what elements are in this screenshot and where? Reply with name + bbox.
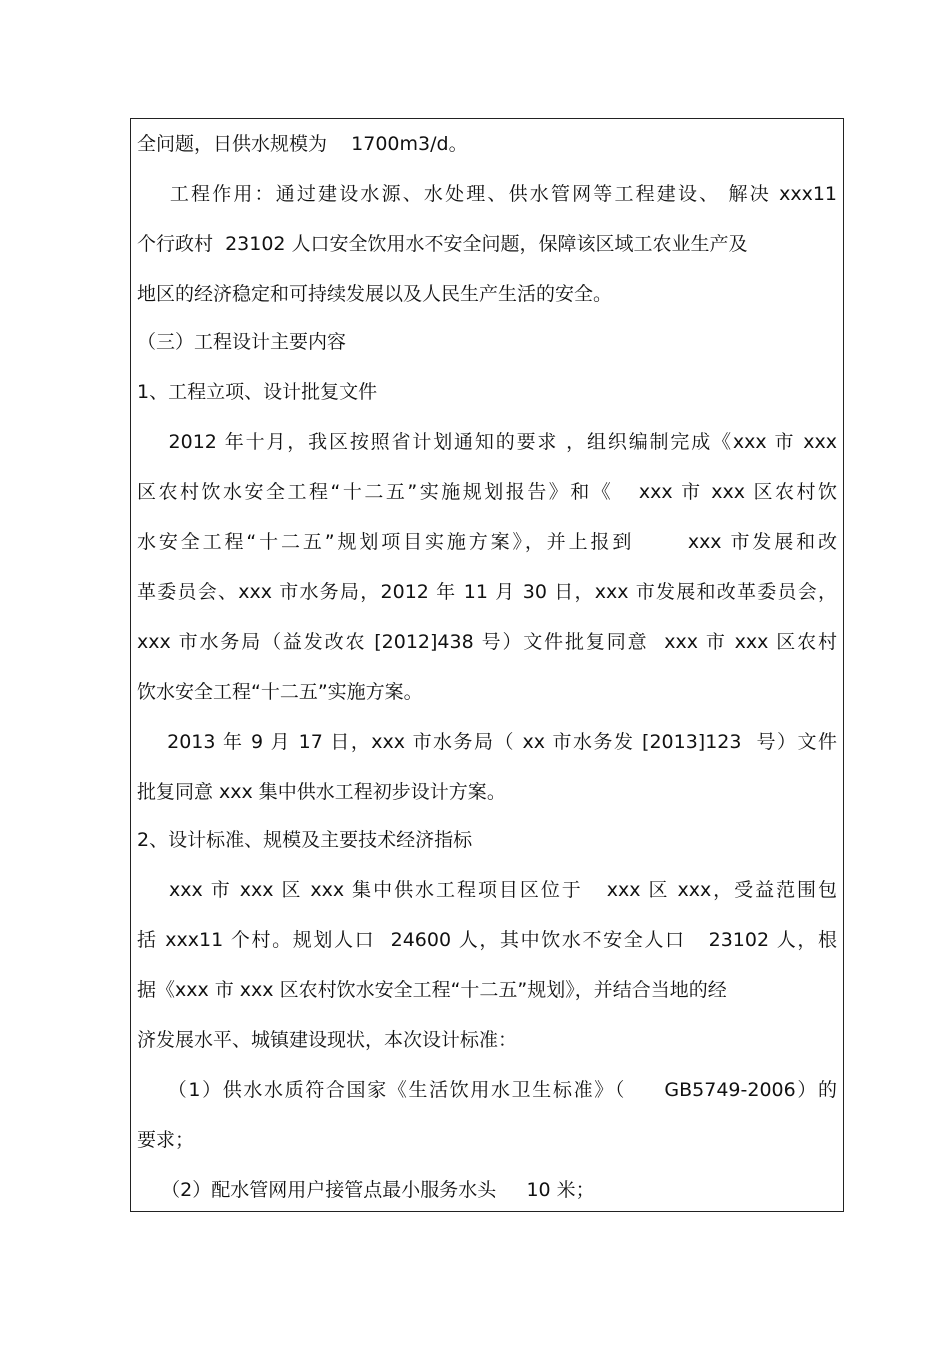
text-line: （1）供水水质符合国家《生活饮用水卫生标准》（ GB5749-2006）的 xyxy=(137,1079,837,1101)
text-line: 2012 年十月，我区按照省计划通知的要求 ，组织编制完成《xxx 市 xxx xyxy=(137,431,837,453)
text-line: 2013 年 9 月 17 日，xxx 市水务局（ xx 市水务发 [2013]123 号）文件 xyxy=(137,731,837,753)
subsection-heading: 1、工程立项、设计批复文件 xyxy=(137,381,378,403)
text-line: xxx 市水务局（益发改农 [2012]438 号）文件批复同意 xxx 市 xxx 区农村 xyxy=(137,631,837,653)
text-line: xxx 市 xxx 区 xxx 集中供水工程项目区位于 xxx 区 xxx，受益范围包 xyxy=(137,879,837,901)
section-heading: （三）工程设计主要内容 xyxy=(137,331,347,353)
text-line: 革委员会、xxx 市水务局，2012 年 11 月 30 日，xxx 市发展和改革委员会， xyxy=(137,581,837,603)
text-line: 据《xxx 市 xxx 区农村饮水安全工程“十二五”规划》，并结合当地的经 xyxy=(137,979,727,1001)
text-line: 括 xxx11 个村。规划人口 24600 人，其中饮水不安全人口 23102 人，根 xyxy=(137,929,837,951)
text-line: 工程作用：通过建设水源、水处理、供水管网等工程建设、 解决 xxx11 xyxy=(137,183,837,205)
text-line: 要求； xyxy=(137,1129,195,1151)
text-line: （2）配水管网用户接管点最小服务水头 10 米； xyxy=(137,1179,595,1201)
text-line: 全问题，日供水规模为 1700m3/d。 xyxy=(137,133,468,155)
text-line: 批复同意 xxx 集中供水工程初步设计方案。 xyxy=(137,781,506,803)
text-line: 饮水安全工程“十二五”实施方案。 xyxy=(137,681,423,703)
text-line: 地区的经济稳定和可持续发展以及人民生产生活的安全。 xyxy=(137,283,613,305)
text-line: 区农村饮水安全工程“十二五”实施规划报告》和《 xxx 市 xxx 区农村饮 xyxy=(137,481,837,503)
subsection-heading: 2、设计标准、规模及主要技术经济指标 xyxy=(137,829,473,851)
text-line: 水安全工程“十二五”规划项目实施方案》，并上报到 xxx 市发展和改 xyxy=(137,531,837,553)
text-line: 济发展水平、城镇建设现状，本次设计标准： xyxy=(137,1029,518,1051)
text-line: 个行政村 23102 人口安全饮用水不安全问题，保障该区域工农业生产及 xyxy=(137,233,748,255)
